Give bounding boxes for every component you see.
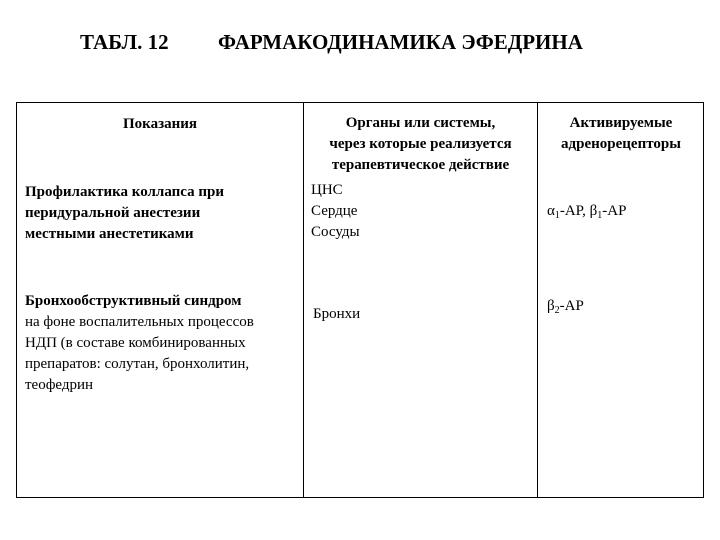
header-organs: Органы или системы, через которые реализуется терапевтическое действие xyxy=(329,115,512,173)
row2-organs: Бронхи xyxy=(313,306,361,322)
table-number: ТАБЛ. 12 xyxy=(80,30,169,54)
header-receptors: Активируемые адренорецепторы xyxy=(561,115,681,152)
row1-indication: Профилактика коллапса при перидуральной анестезии местными анестетиками xyxy=(25,184,225,242)
row2-indication: Бронхообструктивный синдром на фоне воспалительных процессов НДП (в составе комбинированных препаратов: солутан, бронхолитин, теофедрин xyxy=(25,293,254,393)
column-divider xyxy=(537,103,538,497)
header-indications: Показания xyxy=(122,116,197,132)
row1-receptors: $\alpha_1-АР$, $\beta_1-АР$ xyxy=(547,203,627,221)
row1-organs: ЦНС Сердце Сосуды xyxy=(311,182,360,240)
pharmacodynamics-table xyxy=(16,102,704,498)
row2-receptors: $\beta_2-АР$ xyxy=(547,298,584,316)
page-title: ФАРМАКОДИНАМИКА ЭФЕДРИНА xyxy=(218,30,583,54)
